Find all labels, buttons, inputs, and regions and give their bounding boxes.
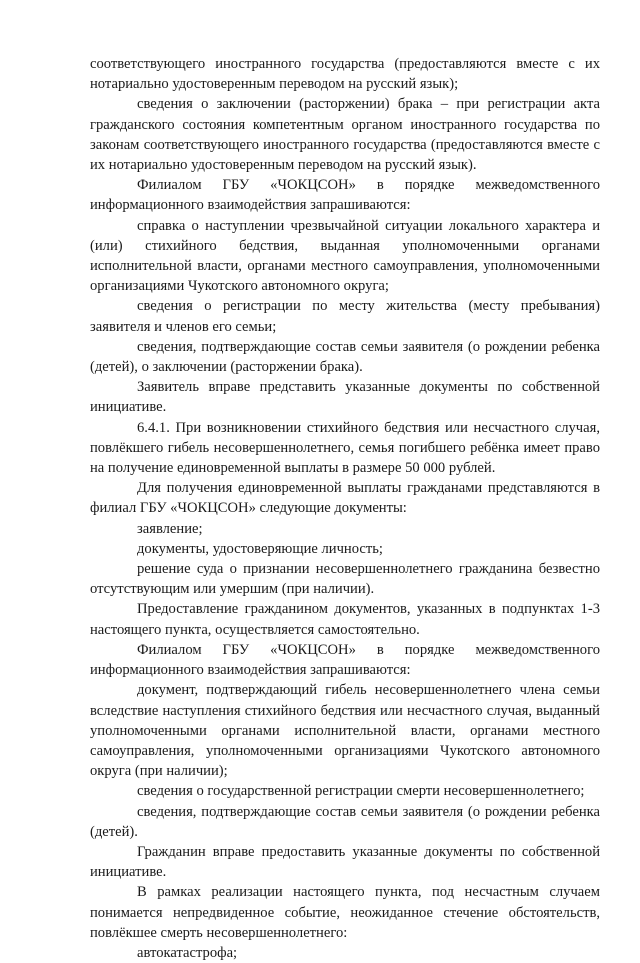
paragraph: Заявитель вправе представить указанные документы по собственной инициативе.: [90, 379, 600, 416]
paragraph: сведения, подтверждающие состав семьи заявителя (о рождении ребенка (детей).: [90, 803, 600, 840]
paragraph: Предоставление гражданином документов, указанных в подпунктах 1-3 настоящего пункта, осуществляется самостоятельно.: [90, 601, 600, 638]
section-paragraph-6-4-1: 6.4.1. При возникновении стихийного бедствия или несчастного случая, повлёкшего гибель несовершеннолетнего, семья погибшего ребёнка имеет право на получение единовременной выплаты в размере 50 000 рублей.: [90, 419, 600, 477]
paragraph: решение суда о признании несовершеннолетнего гражданина безвестно отсутствующим или умершим (при наличии).: [90, 561, 600, 598]
paragraph: соответствующего иностранного государства (предоставляются вместе с их нотариально удостоверенным переводом на русский язык);: [90, 56, 600, 93]
paragraph: Гражданин вправе предоставить указанные документы по собственной инициативе.: [90, 843, 600, 881]
paragraph: сведения, подтверждающие состав семьи заявителя (о рождении ребенка (детей), о заключении (расторжении брака).: [90, 338, 600, 376]
list-item: заявление;: [137, 520, 203, 537]
paragraph: сведения о заключении (расторжении) брака – при регистрации акта гражданского состояния компетентным органом иностранного государства по законам соответствующего иностранного государства (предоставляются вместе с их нотариально удостоверенным переводом на русский язык).: [90, 96, 600, 174]
list-item: сведения о государственной регистрации смерти несовершеннолетнего;: [137, 783, 585, 800]
list-item: документы, удостоверяющие личность;: [137, 540, 383, 557]
list-item: автокатастрофа;: [137, 944, 238, 961]
paragraph: В рамках реализации настоящего пункта, под несчастным случаем понимается непредвиденное событие, неожиданное стечение обстоятельств, повлёкшее смерть несовершеннолетнего:: [90, 884, 600, 941]
paragraph: Для получения единовременной выплаты гражданами представляются в филиал ГБУ «ЧОКЦСОН» следующие документы:: [90, 480, 600, 517]
paragraph: Филиалом ГБУ «ЧОКЦСОН» в порядке межведомственного информационного взаимодействия запрашиваются:: [90, 177, 600, 214]
paragraph: сведения о регистрации по месту жительства (месту пребывания) заявителя и членов его семьи;: [90, 298, 600, 335]
paragraph: документ, подтверждающий гибель несовершеннолетнего члена семьи вследствие наступления стихийного бедствия или несчастного случая, выданный уполномоченными органами исполнительной власти, органами местного самоуправления, уполномоченными организациями Чукотского автономного округа (при наличии);: [90, 682, 600, 780]
paragraph: справка о наступлении чрезвычайной ситуации локального характера и (или) стихийного бедствия, выданная уполномоченными органами исполнительной власти, органами местного самоуправления, уполномоченными организациями Чукотского автономного округа;: [90, 217, 600, 295]
paragraph: Филиалом ГБУ «ЧОКЦСОН» в порядке межведомственного информационного взаимодействия запрашиваются:: [90, 641, 600, 679]
document-page: [90, 54, 600, 963]
